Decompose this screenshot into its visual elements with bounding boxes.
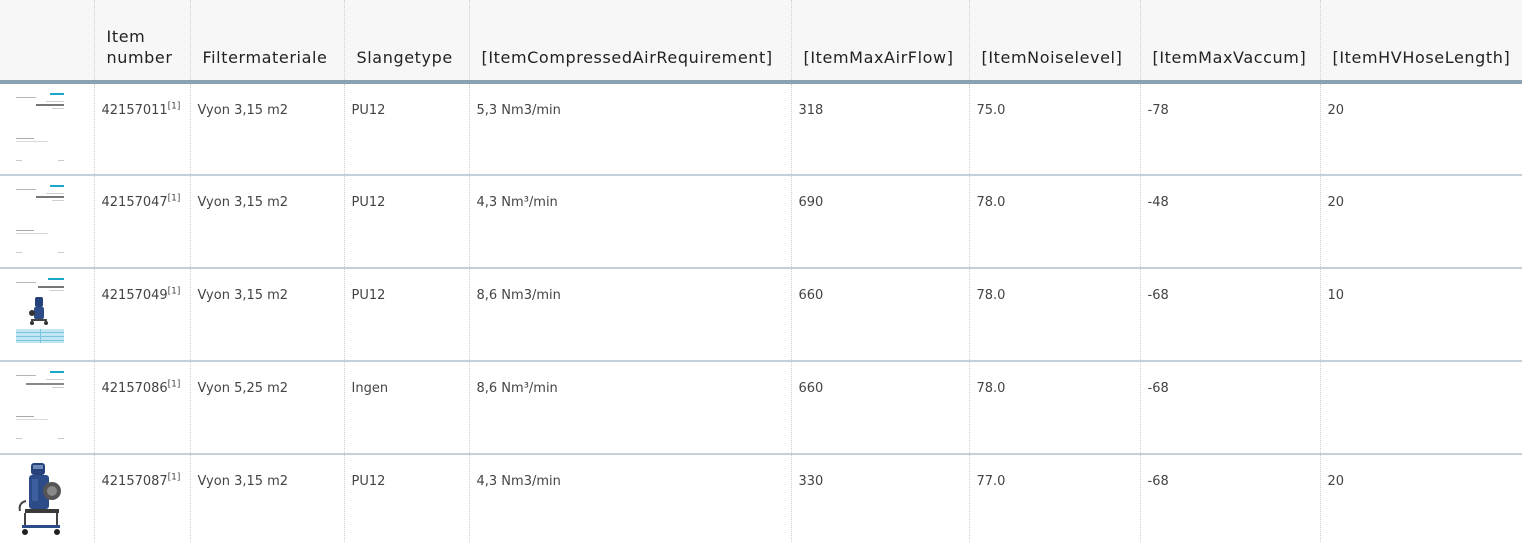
max-vaccum-cell: -78	[1140, 82, 1320, 175]
air-requirement-cell: 4,3 Nm3/min	[469, 454, 791, 543]
column-header-slangetype[interactable]: Slangetype	[344, 0, 469, 82]
max-vaccum-cell: -68	[1140, 268, 1320, 361]
footnote-marker[interactable]: [1]	[167, 101, 181, 112]
air-requirement-cell: 4,3 Nm³/min	[469, 175, 791, 268]
hose-length-cell: 20	[1320, 82, 1522, 175]
max-air-flow-cell: 690	[791, 175, 969, 268]
column-header-max-vaccum[interactable]: [ItemMaxVaccum]	[1140, 0, 1320, 82]
hose-type-cell: PU12	[344, 82, 469, 175]
hose-type-cell: PU12	[344, 175, 469, 268]
max-vaccum-cell: -48	[1140, 175, 1320, 268]
thumbnail-cell	[0, 454, 94, 543]
item-number-cell[interactable]: 42157087[1]	[94, 454, 190, 543]
table-row	[0, 361, 1522, 454]
column-header-compressed-air[interactable]: [ItemCompressedAirRequirement]	[469, 0, 791, 82]
footnote-marker[interactable]: [1]	[167, 472, 181, 483]
footnote-marker[interactable]: [1]	[167, 193, 181, 204]
column-header-noise-level[interactable]: [ItemNoiselevel]	[969, 0, 1140, 82]
filter-cell: Vyon 3,15 m2	[190, 175, 344, 268]
hose-type-cell: PU12	[344, 268, 469, 361]
filter-cell: Vyon 3,15 m2	[190, 268, 344, 361]
item-number-cell[interactable]: 42157086[1]	[94, 361, 190, 454]
table-row	[0, 82, 1522, 175]
filter-cell: Vyon 3,15 m2	[190, 82, 344, 175]
table-row	[0, 454, 1522, 543]
item-number-cell[interactable]: 42157011[1]	[94, 82, 190, 175]
footnote-marker[interactable]: [1]	[167, 379, 181, 390]
table-header-row	[0, 0, 1522, 82]
max-air-flow-cell: 318	[791, 82, 969, 175]
noise-level-cell: 75.0	[969, 82, 1140, 175]
max-air-flow-cell: 330	[791, 454, 969, 543]
column-header-hose-length[interactable]: [ItemHVHoseLength]	[1320, 0, 1522, 82]
thumbnail-cell	[0, 175, 94, 268]
footnote-marker[interactable]: [1]	[167, 286, 181, 297]
hose-length-cell: 20	[1320, 454, 1522, 543]
document-thumbnail-icon[interactable]	[12, 90, 68, 168]
air-requirement-cell: 8,6 Nm3/min	[469, 268, 791, 361]
item-number-cell[interactable]: 42157049[1]	[94, 268, 190, 361]
air-requirement-cell: 5,3 Nm3/min	[469, 82, 791, 175]
document-thumbnail-icon[interactable]	[12, 368, 68, 446]
max-air-flow-cell: 660	[791, 361, 969, 454]
noise-level-cell: 78.0	[969, 361, 1140, 454]
column-header-image	[0, 0, 94, 82]
hose-length-cell: 10	[1320, 268, 1522, 361]
max-vaccum-cell: -68	[1140, 361, 1320, 454]
thumbnail-cell	[0, 268, 94, 361]
noise-level-cell: 78.0	[969, 175, 1140, 268]
thumbnail-cell	[0, 82, 94, 175]
column-header-item-number[interactable]: Item number	[94, 0, 190, 82]
noise-level-cell: 77.0	[969, 454, 1140, 543]
hose-length-cell: 20	[1320, 175, 1522, 268]
column-header-max-air-flow[interactable]: [ItemMaxAirFlow]	[791, 0, 969, 82]
hose-type-cell: Ingen	[344, 361, 469, 454]
datasheet-with-vacuum-icon[interactable]	[12, 275, 68, 353]
hose-type-cell: PU12	[344, 454, 469, 543]
table-row	[0, 175, 1522, 268]
hose-length-cell	[1320, 361, 1522, 454]
noise-level-cell: 78.0	[969, 268, 1140, 361]
max-vaccum-cell: -68	[1140, 454, 1320, 543]
industrial-vacuum-icon[interactable]	[12, 461, 68, 539]
filter-cell: Vyon 3,15 m2	[190, 454, 344, 543]
air-requirement-cell: 8,6 Nm³/min	[469, 361, 791, 454]
thumbnail-cell	[0, 361, 94, 454]
table-row	[0, 268, 1522, 361]
max-air-flow-cell: 660	[791, 268, 969, 361]
document-thumbnail-icon[interactable]	[12, 182, 68, 260]
filter-cell: Vyon 5,25 m2	[190, 361, 344, 454]
column-header-filtermateriale[interactable]: Filtermateriale	[190, 0, 344, 82]
item-number-cell[interactable]: 42157047[1]	[94, 175, 190, 268]
